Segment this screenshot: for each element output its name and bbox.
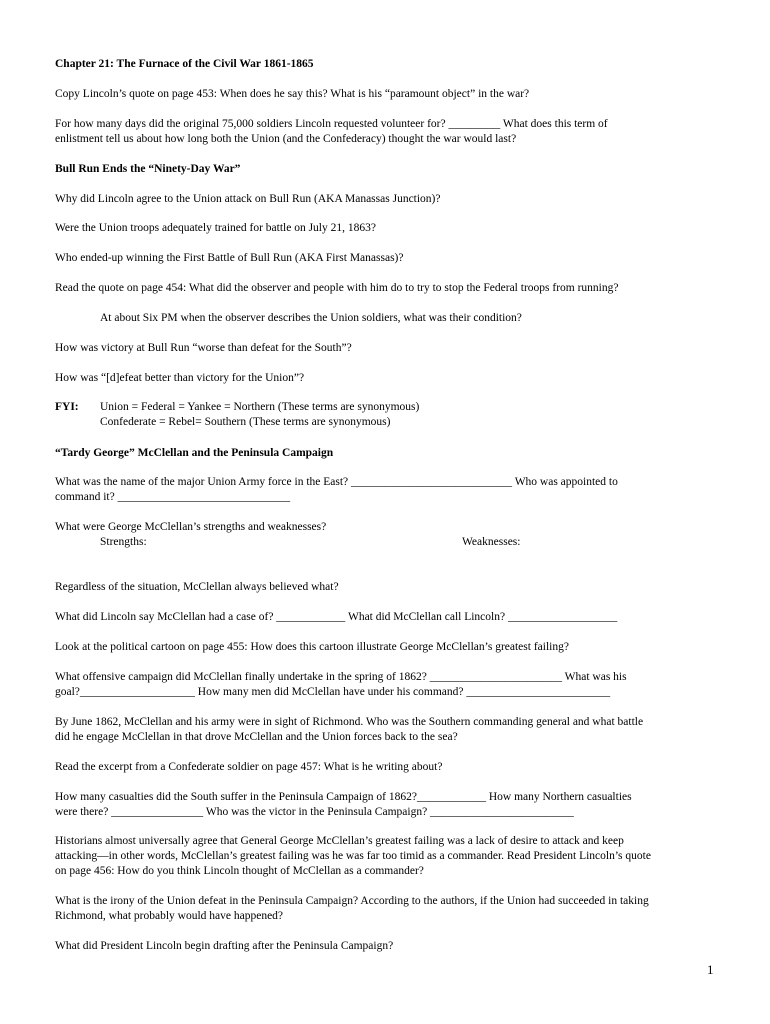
question-historians-line1: Historians almost universally agree that General George McClellan’s greatest failing was a lack of desire to attack and keep	[55, 835, 624, 847]
page-number: 1	[707, 962, 714, 977]
chapter-title: Chapter 21: The Furnace of the Civil War 1861-1865	[55, 58, 314, 70]
question-june-line2: did he engage McClellan in that drove McClellan and the Union forces back to the sea?	[55, 731, 458, 743]
question-case: What did Lincoln say McClellan had a case of? ____________ What did McClellan call Lincoln? ___________________	[55, 611, 618, 623]
question-irony-line2: Richmond, what probably would have happened?	[55, 910, 284, 922]
fyi-confederate-terms: Confederate = Rebel= Southern (These terms are synonymous)	[100, 416, 391, 428]
question-historians-line2: attacking—in other words, McClellan’s greatest failing was he was far too timid as a commander. Read President Lincoln’s quote	[55, 850, 651, 862]
question-days-line1: For how many days did the original 75,000 soldiers Lincoln requested volunteer for? _________ What does this term of	[55, 118, 608, 130]
heading-bull-run: Bull Run Ends the “Ninety-Day War”	[55, 163, 241, 175]
question-lincoln-quote: Copy Lincoln’s quote on page 453: When does he say this? What is his “paramount object” in the war?	[55, 88, 530, 100]
fyi-union-terms: Union = Federal = Yankee = Northern (These terms are synonymous)	[100, 401, 420, 413]
question-offensive-line1: What offensive campaign did McClellan finally undertake in the spring of 1862? _______________________ What was his	[55, 671, 627, 683]
question-days-line2: enlistment tell us about how long both the Union (and the Confederacy) thought the war would last?	[55, 133, 517, 145]
question-trained: Were the Union troops adequately trained for battle on July 21, 1863?	[55, 222, 376, 234]
question-historians-line3: on page 456: How do you think Lincoln thought of McClellan as a commander?	[55, 865, 424, 877]
question-winner: Who ended-up winning the First Battle of Bull Run (AKA First Manassas)?	[55, 252, 404, 264]
fyi-label: FYI:	[55, 401, 79, 413]
question-strengths: What were George McClellan’s strengths and weaknesses?	[55, 521, 327, 533]
question-excerpt: Read the excerpt from a Confederate soldier on page 457: What is he writing about?	[55, 761, 443, 773]
question-casualties-line1: How many casualties did the South suffer in the Peninsula Campaign of 1862?____________ How many Northern casualties	[55, 791, 632, 803]
question-condition: At about Six PM when the observer describes the Union soldiers, what was their condition?	[100, 312, 522, 324]
question-irony-line1: What is the irony of the Union defeat in the Peninsula Campaign? According to the authors, if the Union had succeeded in taking	[55, 895, 649, 907]
question-army-line1: What was the name of the major Union Army force in the East? ____________________________ Who was appointed to	[55, 476, 618, 488]
question-casualties-line2: were there? ________________ Who was the victor in the Peninsula Campaign? _________________________	[55, 806, 574, 818]
question-cartoon: Look at the political cartoon on page 455: How does this cartoon illustrate George McClellan’s greatest failing?	[55, 641, 569, 653]
weaknesses-label: Weaknesses:	[462, 536, 521, 548]
strengths-label: Strengths:	[100, 536, 147, 548]
question-drafting: What did President Lincoln begin drafting after the Peninsula Campaign?	[55, 940, 394, 952]
heading-tardy-george: “Tardy George” McClellan and the Peninsula Campaign	[55, 447, 334, 459]
question-june-line1: By June 1862, McClellan and his army were in sight of Richmond. Who was the Southern commanding general and what battle	[55, 716, 644, 728]
question-better: How was “[d]efeat better than victory for the Union”?	[55, 372, 305, 384]
question-worse: How was victory at Bull Run “worse than defeat for the South”?	[55, 342, 352, 354]
question-attack: Why did Lincoln agree to the Union attack on Bull Run (AKA Manassas Junction)?	[55, 193, 441, 205]
question-army-line2: command it? ______________________________	[55, 491, 291, 503]
question-offensive-line2: goal?____________________ How many men did McClellan have under his command? _________________________	[55, 686, 611, 698]
question-believed: Regardless of the situation, McClellan always believed what?	[55, 581, 339, 593]
question-quote-454: Read the quote on page 454: What did the observer and people with him do to try to stop the Federal troops from running?	[55, 282, 619, 294]
